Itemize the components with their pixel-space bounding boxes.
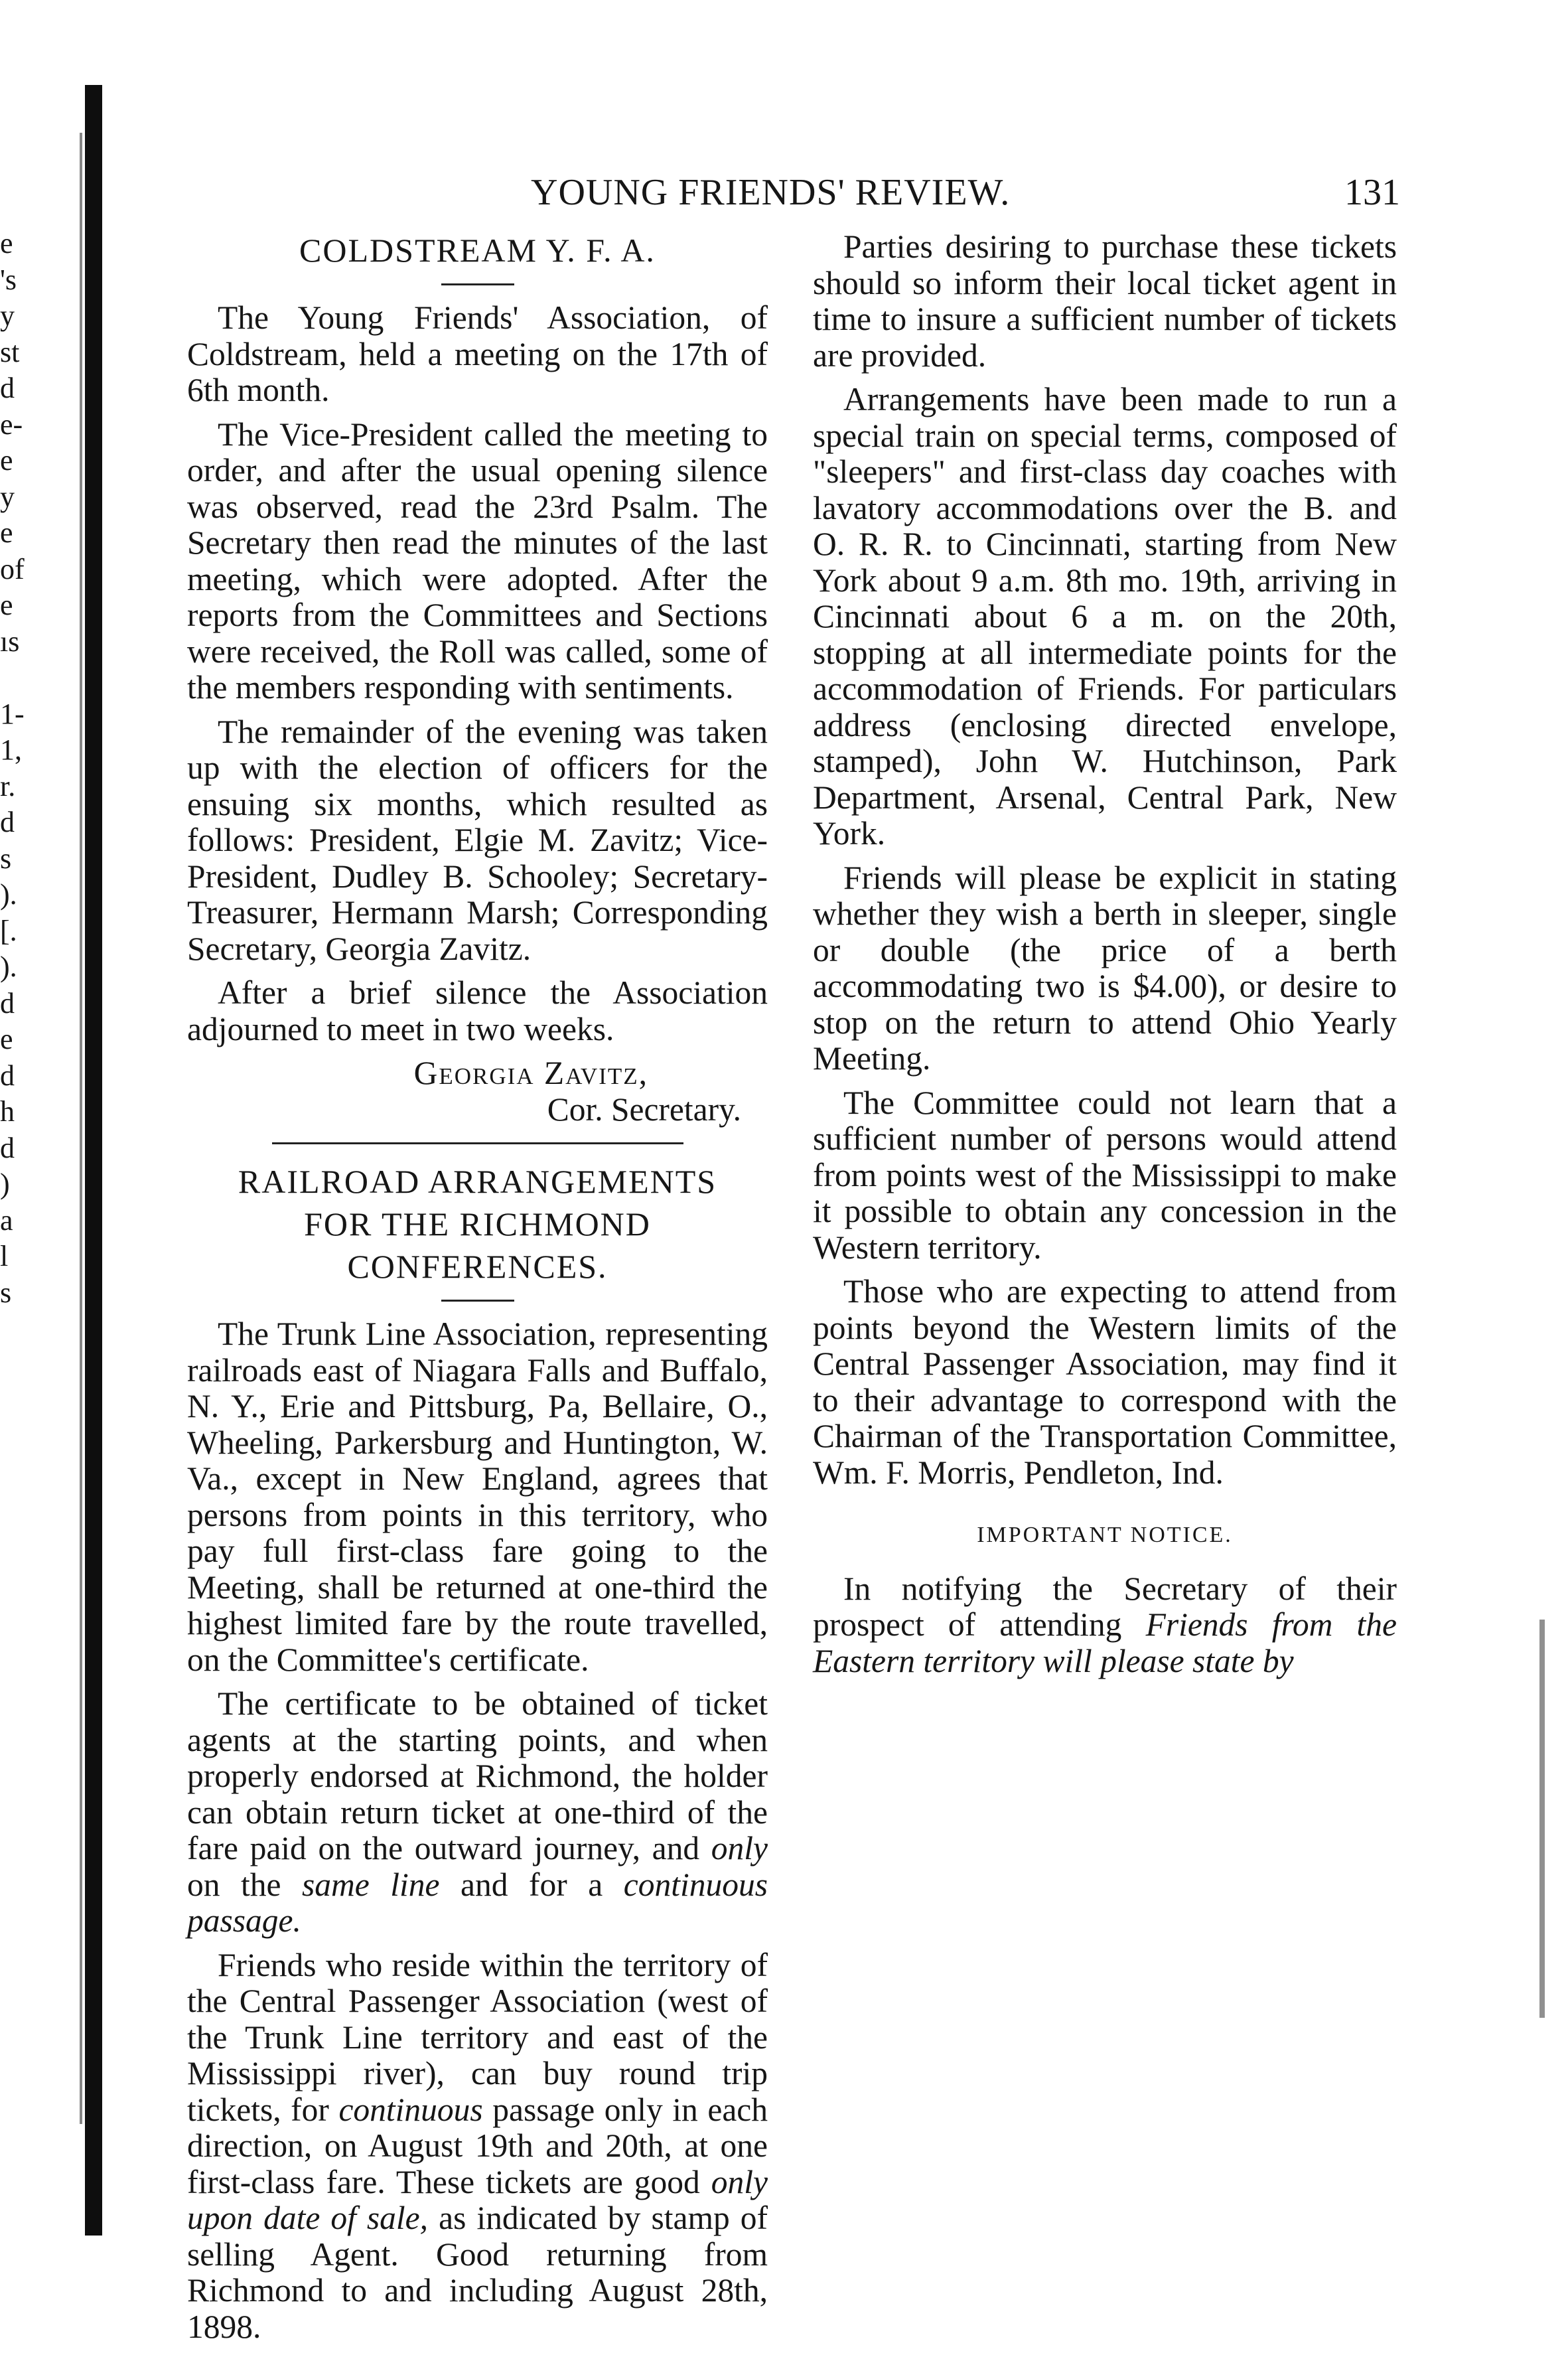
- margin-fragment: e: [0, 589, 13, 621]
- margin-fragment: e: [0, 516, 13, 549]
- paragraph: Those who are expecting to attend from points beyond the Western limits of the Central Passenger Association, may find it to their advantage to correspond with the Chairman of the Transportation Committee, Wm. F. Morris, Pendleton, Ind.: [813, 1273, 1397, 1491]
- margin-fragment: st: [0, 335, 20, 368]
- paragraph: The Vice-President called the meeting to order, and after the usual opening silence was observed, read the 23rd Psalm. The Secretary then read the minutes of the last meeting, which were adopted. After the reports from the Committees and Sections were received, the Roll was called, some of the members responding with sentiments.: [187, 416, 768, 706]
- paragraph: The Young Friends' Association, of Coldstream, held a meeting on the 17th of 6th month.: [187, 299, 768, 408]
- article-heading-coldstream: COLDSTREAM Y. F. A.: [299, 232, 656, 269]
- margin-fragment: [.: [0, 914, 17, 947]
- margin-fragment: r.: [0, 769, 16, 802]
- section-divider: [272, 1142, 683, 1144]
- paragraph: Parties desiring to purchase these tickets should so inform their local ticket agent in time to insure a sufficient number of tickets are provided.: [813, 228, 1397, 374]
- article-heading-railroad-3: CONFERENCES.: [347, 1248, 608, 1285]
- margin-fragment: ).: [0, 878, 17, 911]
- facing-page-fragments: [0, 226, 73, 1311]
- margin-fragment: l: [0, 1240, 9, 1272]
- margin-fragment: e: [0, 1023, 13, 1055]
- page-number: 131: [1344, 172, 1400, 213]
- margin-fragment: d: [0, 1131, 15, 1164]
- margin-fragment: [0, 660, 73, 696]
- margin-fragment: a: [0, 1203, 13, 1237]
- margin-fragment: d: [0, 806, 15, 838]
- article-heading-railroad-2: FOR THE RICHMOND: [304, 1205, 651, 1243]
- margin-fragment: 's: [0, 263, 17, 296]
- running-header: [199, 171, 1427, 224]
- paragraph: The Trunk Line Association, representing railroads east of Niagara Falls and Buffalo, N. Y., Erie and Pittsburg, Pa, Bellaire, O., Wheeling, Parkersburg and Huntington, W. Va., except in New England, agrees that persons from points in this territory, who pay full first-class fare going to the Meeting, shall be returned at one-third the highest limited fare by the route travelled, on the Committee's certificate.: [187, 1316, 768, 1678]
- paragraph: The Committee could not learn that a sufficient number of persons would attend from points west of the Mississippi to make it possible to obtain any concession in the Western territory.: [813, 1084, 1397, 1266]
- margin-fragment: ).: [0, 950, 17, 983]
- signature-name: Georgia Zavitz,: [413, 1055, 648, 1091]
- paragraph: The certificate to be obtained of ticket agents at the starting points, and when properly endorsed at Richmond, the holder can obtain return ticket at one-third of the fare paid on the outward journey, and only on the same line and for a continuous passage.: [187, 1685, 768, 1939]
- margin-fragment: h: [0, 1095, 15, 1128]
- left-column: [187, 229, 768, 2353]
- paragraph: Arrangements have been made to run a special train on special terms, composed of "sleepers" and first-class day coaches with lavatory accommodations over the B. and O. R. R. to Cincinnati, starting from New York about 9 a.m. 8th mo. 19th, arriving in Cincinnati about 6 a m. on the 20th, stopping at all intermediate points for the accommodation of Friends. For particulars address (enclosing directed envelope, stamped), John W. Hutchinson, Park Department, Arsenal, Central Park, New York.: [813, 381, 1397, 852]
- paragraph: The remainder of the evening was taken up with the election of officers for the ensuing six months, which resulted as follows: President, Elgie M. Zavitz; Vice-President, Dudley B. Schooley; Secretary-Treasurer, Hermann Marsh; Corresponding Secretary, Georgia Zavitz.: [187, 713, 768, 967]
- margin-fragment: ): [0, 1168, 10, 1200]
- paragraph-continues: Friends who reside within the territory of the Central Passenger Association (west of the Trunk Line territory and east of the Mississippi river), can buy round trip tickets, for continuous passage only in each direction, on August 19th and 20th, at one first-class fare. These tickets are good only upon date of sale, as indicated by stamp of selling Agent. Good returning from Richmond to and including August 28th, 1898.: [187, 1946, 768, 2345]
- signature-title: Cor. Secretary.: [547, 1091, 741, 1128]
- margin-fragment: d: [0, 372, 15, 404]
- paragraph: In notifying the Secretary of their prospect of attending Friends from the Eastern territory will please state by: [813, 1570, 1397, 1679]
- article-heading-railroad-1: RAILROAD ARRANGEMENTS: [238, 1163, 717, 1200]
- short-rule: [441, 283, 514, 285]
- margin-fragment: s: [0, 1276, 12, 1309]
- short-rule: [441, 1300, 514, 1302]
- margin-fragment: of: [0, 552, 25, 585]
- margin-fragment: s: [0, 842, 12, 875]
- paragraph: After a brief silence the Association adjourned to meet in two weeks.: [187, 974, 768, 1047]
- margin-fragment: ıs: [0, 625, 20, 658]
- margin-fragment: 1,: [0, 733, 22, 766]
- running-title: YOUNG FRIENDS' REVIEW.: [531, 172, 1011, 213]
- margin-fragment: d: [0, 1059, 15, 1092]
- margin-fragment: e: [0, 444, 13, 477]
- scan-edge-mark: [1539, 1620, 1545, 2018]
- margin-fragment: y: [0, 480, 15, 513]
- paragraph: Friends will please be explicit in stating whether they wish a berth in sleeper, single or double (the price of a berth accommodating two is $4.00), or desire to stop on the return to attend Ohio Yearly Meeting.: [813, 859, 1397, 1077]
- margin-fragment: y: [0, 299, 15, 332]
- margin-fragment: 1-: [0, 697, 25, 730]
- gutter-shadow: [80, 133, 82, 2124]
- page-spine-shadow: [85, 85, 102, 2236]
- right-column: [813, 229, 1397, 1687]
- margin-fragment: d: [0, 986, 15, 1020]
- margin-fragment: e: [0, 227, 13, 260]
- margin-fragment: e-: [0, 408, 23, 441]
- important-notice-heading: IMPORTANT NOTICE.: [977, 1523, 1233, 1547]
